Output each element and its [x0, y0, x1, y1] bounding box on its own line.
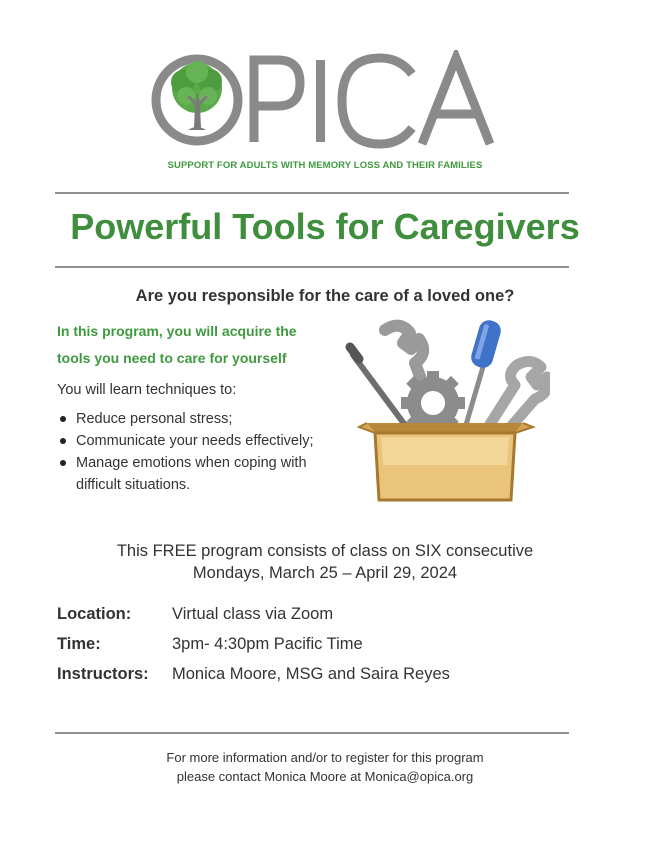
list-item-text: Reduce personal stress;	[76, 411, 233, 427]
list-item	[57, 452, 357, 496]
time-label: Time:	[57, 635, 101, 653]
logo-letter-a	[422, 58, 490, 144]
title-divider	[55, 266, 569, 268]
intro-text	[57, 318, 357, 372]
logo-graphic	[150, 50, 500, 150]
bullet-icon	[60, 438, 66, 444]
list-item	[57, 408, 357, 430]
instructors-label: Instructors:	[57, 665, 149, 683]
page-title: Powerful Tools for Caregivers	[70, 206, 580, 247]
list-item-text: Manage emotions when coping with	[76, 455, 307, 471]
logo-letter-p	[254, 60, 300, 142]
location-label: Location:	[57, 605, 132, 623]
techniques-list	[57, 408, 357, 496]
toolbox-illustration	[345, 315, 550, 510]
footer-line-2: please contact Monica Moore at Monica@opica.org	[176, 769, 474, 784]
instructors-value: Monica Moore, MSG and Saira Reyes	[172, 665, 450, 683]
list-item	[57, 430, 357, 452]
logo-letter-c	[342, 58, 412, 144]
logo-tagline: SUPPORT FOR ADULTS WITH MEMORY LOSS AND THEIR FAMILIES	[167, 160, 483, 171]
list-item-text-continued: difficult situations.	[76, 477, 191, 493]
footer-line-1: For more information and/or to register for this program	[166, 750, 484, 765]
footer-divider	[55, 732, 569, 734]
location-value: Virtual class via Zoom	[172, 605, 334, 623]
program-description	[0, 541, 650, 584]
logo-letter-i	[316, 60, 325, 142]
screwdriver-icon	[350, 347, 405, 425]
box-icon	[359, 423, 533, 500]
question-heading: Are you responsible for the care of a loved one?	[135, 287, 515, 305]
program-line-1: This FREE program consists of class on SIX consecutive	[116, 542, 534, 560]
time-value: 3pm- 4:30pm Pacific Time	[172, 635, 363, 653]
footer-contact	[0, 748, 650, 786]
top-divider	[55, 192, 569, 194]
intro-line-2: tools you need to care for yourself	[57, 350, 287, 366]
program-line-2: Mondays, March 25 – April 29, 2024	[192, 563, 458, 582]
list-item-text: Communicate your needs effectively;	[76, 433, 314, 449]
opica-logo	[150, 50, 500, 150]
bullet-icon	[60, 416, 66, 422]
bullet-icon	[60, 460, 66, 466]
learn-heading: You will learn techniques to:	[57, 382, 237, 398]
intro-line-1: In this program, you will acquire the	[57, 323, 297, 339]
tree-icon	[171, 61, 222, 130]
